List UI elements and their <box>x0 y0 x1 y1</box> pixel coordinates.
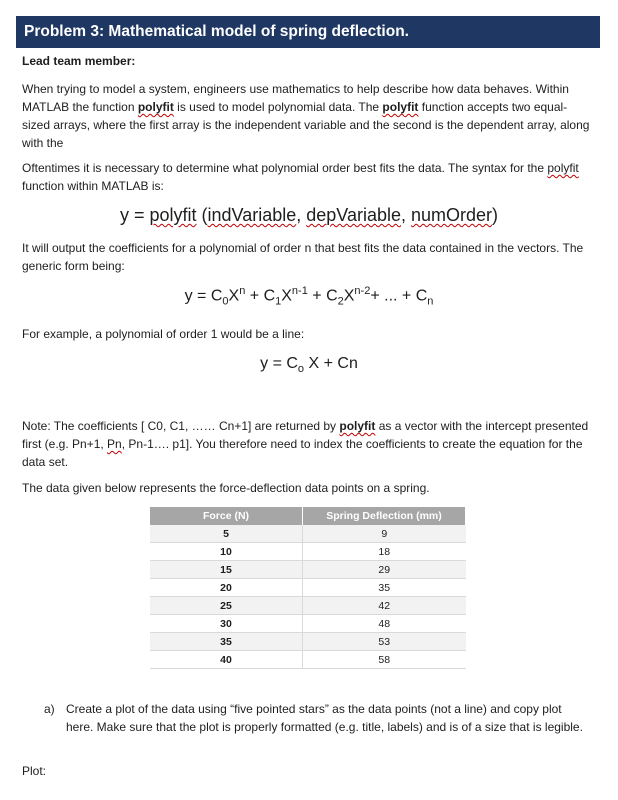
lead-team-member-label: Lead team member: <box>22 54 136 68</box>
question-a-letter: a) <box>44 702 55 716</box>
table-row <box>150 543 466 561</box>
table-row <box>150 615 466 633</box>
table-header-row <box>150 507 466 525</box>
intro-paragraph: When trying to model a system, engineers use mathematics to help describe how data behaves. Within MATLAB the function polyfit is used to model polynomial data. The polyfit function accepts two equal-sized arrays, where the first array is the independent variable and the second is the dependent array, along with the <box>22 82 590 150</box>
note-paragraph: Note: The coefficients [ C0, C1, …… Cn+1] are returned by polyfit as a vector with the intercept presented first (e.g. Pn+1, Pn, Pn-1…. p1]. You therefore need to index the coefficients to create the equation for the data set. <box>22 419 589 469</box>
force-cell: 5 <box>150 525 303 543</box>
force-cell: 20 <box>150 579 303 597</box>
force-cell: 15 <box>150 561 303 579</box>
table-row <box>150 579 466 597</box>
polyfit-keyword: polyfit <box>339 419 376 433</box>
table-row <box>150 525 466 543</box>
polyfit-keyword: polyfit <box>382 100 419 114</box>
force-deflection-table <box>150 507 466 669</box>
plot-label: Plot: <box>22 764 47 778</box>
table-row <box>150 651 466 669</box>
force-cell: 35 <box>150 633 303 651</box>
table-row <box>150 561 466 579</box>
generic-polynomial-equation: $y = C_0X^n + C_1X^{n-1} + C_2X^{n-2}+$ ... + $C_n$ <box>184 285 434 308</box>
polyfit-keyword: polyfit <box>547 161 579 175</box>
force-cell: 30 <box>150 615 303 633</box>
linear-equation: $y = C_o$ X + Cn <box>260 355 358 376</box>
deflection-cell: 48 <box>303 615 466 633</box>
column-header-force: Force (N) <box>150 507 303 525</box>
problem-header <box>16 16 600 48</box>
deflection-cell: 9 <box>303 525 466 543</box>
output-paragraph: It will output the coefficients for a polynomial of order n that best fits the data contained in the vectors. The generic form being: <box>22 241 584 273</box>
table-row <box>150 597 466 615</box>
order-paragraph: Oftentimes it is necessary to determine what polynomial order best fits the data. The syntax for the polyfit function within MATLAB is: <box>22 161 579 193</box>
deflection-cell: 53 <box>303 633 466 651</box>
deflection-cell: 58 <box>303 651 466 669</box>
column-header-deflection: Spring Deflection (mm) <box>303 507 466 525</box>
table-row <box>150 633 466 651</box>
problem-title: Problem 3: Mathematical model of spring deflection. <box>24 23 409 40</box>
deflection-cell: 29 <box>303 561 466 579</box>
force-cell: 40 <box>150 651 303 669</box>
force-cell: 25 <box>150 597 303 615</box>
deflection-cell: 18 <box>303 543 466 561</box>
deflection-cell: 42 <box>303 597 466 615</box>
polyfit-keyword: polyfit <box>137 100 174 114</box>
force-cell: 10 <box>150 543 303 561</box>
data-paragraph: The data given below represents the force-deflection data points on a spring. <box>22 481 430 495</box>
syntax-equation: y = polyfit (indVariable, depVariable, numOrder) <box>119 205 499 225</box>
deflection-cell: 35 <box>303 579 466 597</box>
example-paragraph: For example, a polynomial of order 1 would be a line: <box>22 327 305 341</box>
question-a-text: Create a plot of the data using “five pointed stars” as the data points (not a line) and copy plot here. Make sure that the plot is properly formatted (e.g. title, labels) and is of a size that is legible. <box>66 702 583 734</box>
